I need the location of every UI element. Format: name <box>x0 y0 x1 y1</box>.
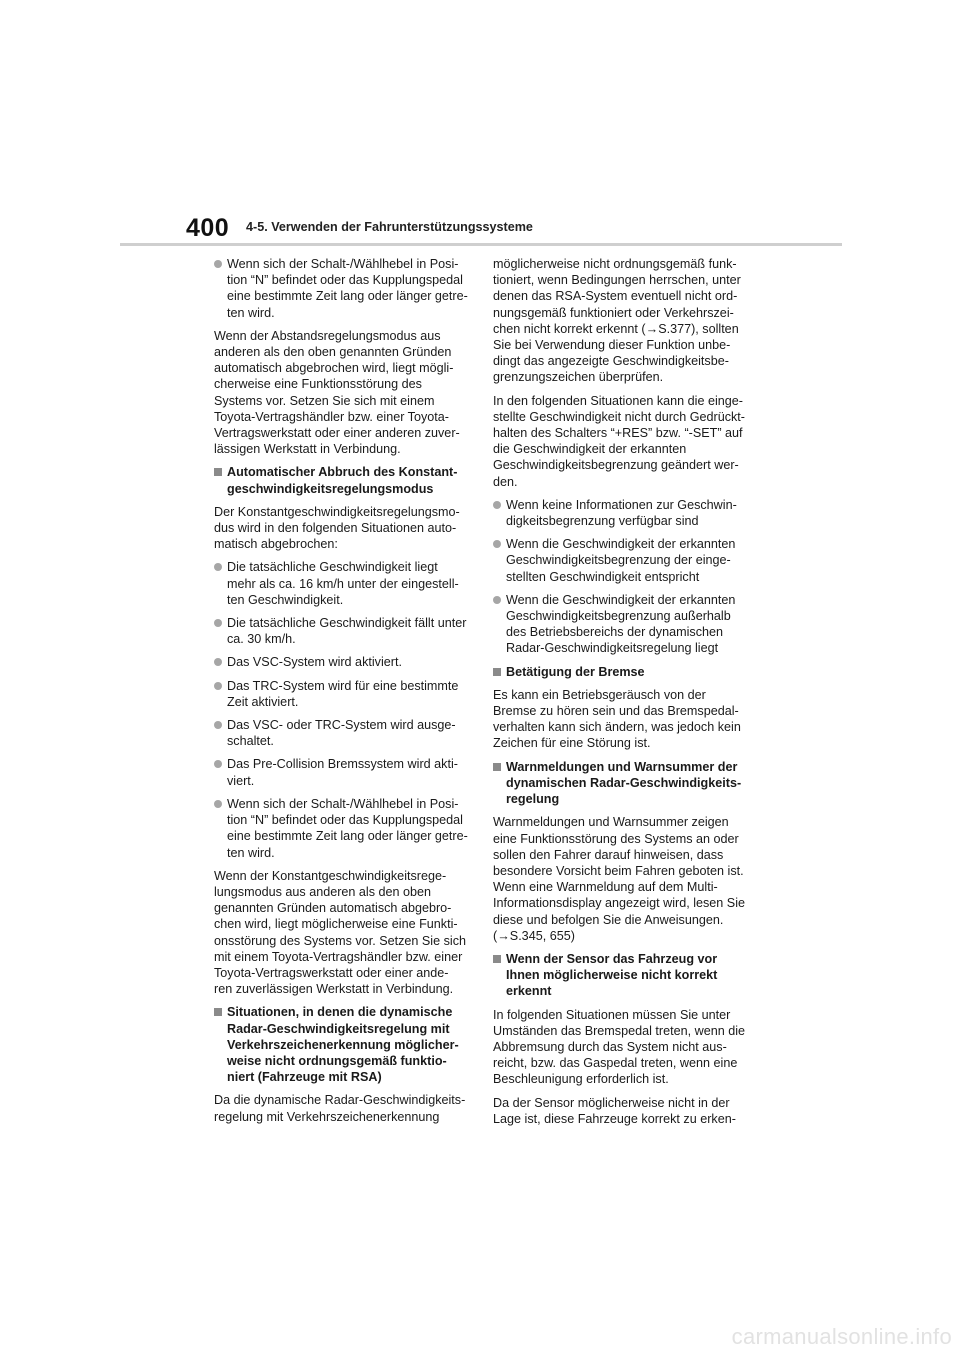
bullet-item <box>214 615 472 647</box>
bullet-text: Die tatsächliche Geschwindigkeit liegt mehr als ca. 16 km/h unter der eingestell- ten Geschwindigkeit. <box>227 560 459 607</box>
right-column <box>493 256 753 1134</box>
circle-bullet-icon <box>214 658 222 666</box>
circle-bullet-icon <box>214 800 222 808</box>
bullet-text: Das Pre-Collision Bremssystem wird akti- viert. <box>227 757 458 788</box>
square-bullet-icon <box>214 1008 222 1016</box>
bullet-item <box>214 654 472 670</box>
section-title: 4-5. Verwenden der Fahrunterstützungssysteme <box>246 220 533 234</box>
bullet-text: Wenn die Geschwindigkeit der erkannten Geschwindigkeitsbegrenzung der einge- stellten Geschwindigkeit entspricht <box>506 537 736 584</box>
section-heading <box>214 1004 472 1085</box>
bullet-item <box>214 717 472 749</box>
body-paragraph: Wenn der Konstantgeschwindigkeitsrege- lungsmodus aus anderen als den oben genannten Gründen automatisch abgebro- chen wird, liegt möglicherweise eine Funkti- onsstörung des Systems vor. Setzen Sie sich mit einem Toyota-Vertragshändler bzw. einer Toyota-Vertragswerkstatt oder einer ande- ren zuverlässigen Werkstatt in Verbindung. <box>214 868 466 997</box>
section-heading <box>214 464 472 496</box>
page-number: 400 <box>186 214 230 242</box>
circle-bullet-icon <box>214 760 222 768</box>
bullet-text: Wenn die Geschwindigkeit der erkannten Geschwindigkeitsbegrenzung außerhalb des Betriebsbereichs der dynamischen Radar-Geschwindigkeitsregelung liegt <box>506 592 736 656</box>
square-bullet-icon <box>493 955 501 963</box>
bullet-text: Die tatsächliche Geschwindigkeit fällt unter ca. 30 km/h. <box>227 616 467 647</box>
bullet-text: Das VSC-System wird aktiviert. <box>227 655 402 670</box>
section-heading <box>493 664 753 680</box>
left-column <box>214 256 472 1132</box>
square-bullet-icon <box>493 763 501 771</box>
bullet-item <box>493 592 753 657</box>
heading-text: Automatischer Abbruch des Konstant- geschwindigkeitsregelungsmodus <box>227 465 458 496</box>
bullet-item <box>214 559 472 608</box>
bullet-item <box>214 756 472 788</box>
body-paragraph: Es kann ein Betriebsgeräusch von der Bremse zu hören sein und das Bremspedal- verhalten kann sich ändern, was jedoch kein Zeichen für eine Störung ist. <box>493 687 741 751</box>
circle-bullet-icon <box>214 721 222 729</box>
circle-bullet-icon <box>493 501 501 509</box>
body-paragraph: Warnmeldungen und Warnsummer zeigen eine Funktionsstörung des Systems an oder sollen den Fahrer darauf hinweisen, dass besondere Vorsicht beim Fahren geboten ist. Wenn eine Warnmeldung auf dem Multi- Informationsdisplay angezeigt wird, lesen Sie diese und befolgen Sie die Anweisungen. (→S.345, 655) <box>493 815 746 943</box>
circle-bullet-icon <box>214 260 222 268</box>
bullet-item <box>214 796 472 861</box>
circle-bullet-icon <box>214 682 222 690</box>
body-paragraph: möglicherweise nicht ordnungsgemäß funk- tioniert, wenn Bedingungen herrschen, unter denen das RSA-System eventuell nicht ord- nungsgemäß funktioniert oder Verkehrszei- chen nicht korrekt erkennt (→S.377), sollten Sie bei Verwendung dieser Funktion unbe- dingt das angezeigte Geschwindigkeitsbe- grenzungszeichen überprüfen. <box>493 257 741 385</box>
bullet-text: Wenn keine Informationen zur Geschwin- digkeitsbegrenzung verfügbar sind <box>506 497 737 529</box>
bullet-text: Wenn sich der Schalt-/Wählhebel in Posi- tion “N” befindet oder das Kupplungspedal eine bestimmte Zeit lang oder länger getre- ten wird. <box>227 257 468 320</box>
watermark: carmanualsonline.info <box>731 1324 952 1349</box>
bullet-item <box>214 678 472 710</box>
section-heading <box>493 759 753 808</box>
square-bullet-icon <box>493 668 501 676</box>
bullet-item <box>214 256 472 321</box>
section-heading <box>493 951 753 1000</box>
square-bullet-icon <box>214 468 222 476</box>
body-paragraph: Der Konstantgeschwindigkeitsregelungsmo- dus wird in den folgenden Situationen auto- matisch abgebrochen: <box>214 504 460 552</box>
bullet-text: Wenn sich der Schalt-/Wählhebel in Posi- tion “N” befindet oder das Kupplungspedal eine bestimmte Zeit lang oder länger getre- ten wird. <box>227 796 468 860</box>
body-paragraph: Da der Sensor möglicherweise nicht in der Lage ist, diese Fahrzeuge korrekt zu erken- <box>493 1095 736 1126</box>
bullet-item <box>493 536 753 585</box>
body-paragraph: In folgenden Situationen müssen Sie unter Umständen das Bremspedal treten, wenn die Abbremsung durch das System nicht aus- reicht, bzw. das Gaspedal treten, wenn eine Beschleunigung erforderlich ist. <box>493 1007 746 1087</box>
body-paragraph: Da die dynamische Radar-Geschwindigkeits- regelung mit Verkehrszeichenerkennung <box>214 1093 466 1124</box>
circle-bullet-icon <box>214 619 222 627</box>
bullet-item <box>493 497 753 529</box>
heading-text: Warnmeldungen und Warnsummer der dynamischen Radar-Geschwindigkeits- regelung <box>506 759 742 807</box>
body-paragraph: Wenn der Abstandsregelungsmodus aus anderen als den oben genannten Gründen automatisch abgebrochen wird, liegt mögli- cherweise eine Funktionsstörung des Systems vor. Setzen Sie sich mit einem Toyota-Vertragshändler bzw. einer Toyota- Vertragswerkstatt oder einer anderen zuver- lässigen Werkstatt in Verbindung. <box>214 328 460 457</box>
bullet-text: Das TRC-System wird für eine bestimmte Zeit aktiviert. <box>227 678 459 709</box>
circle-bullet-icon <box>493 596 501 604</box>
heading-text: Wenn der Sensor das Fahrzeug vor Ihnen möglicherweise nicht korrekt erkennt <box>506 951 718 999</box>
heading-text: Situationen, in denen die dynamische Radar-Geschwindigkeitsregelung mit Verkehrszeichenerkennung möglicher- weise nicht ordnungsgemäß funktio- niert (Fahrzeuge mit RSA) <box>227 1005 459 1085</box>
circle-bullet-icon <box>493 540 501 548</box>
body-paragraph: In den folgenden Situationen kann die einge- stellte Geschwindigkeit nicht durch Gedrückt- halten des Schalters “+RES” bzw. “-SET” auf die Geschwindigkeit der erkannten Geschwindigkeitsbegrenzung geändert wer- den. <box>493 393 745 489</box>
header-divider <box>120 243 842 246</box>
heading-text: Betätigung der Bremse <box>506 664 645 679</box>
circle-bullet-icon <box>214 563 222 571</box>
bullet-text: Das VSC- oder TRC-System wird ausge- schaltet. <box>227 718 456 749</box>
